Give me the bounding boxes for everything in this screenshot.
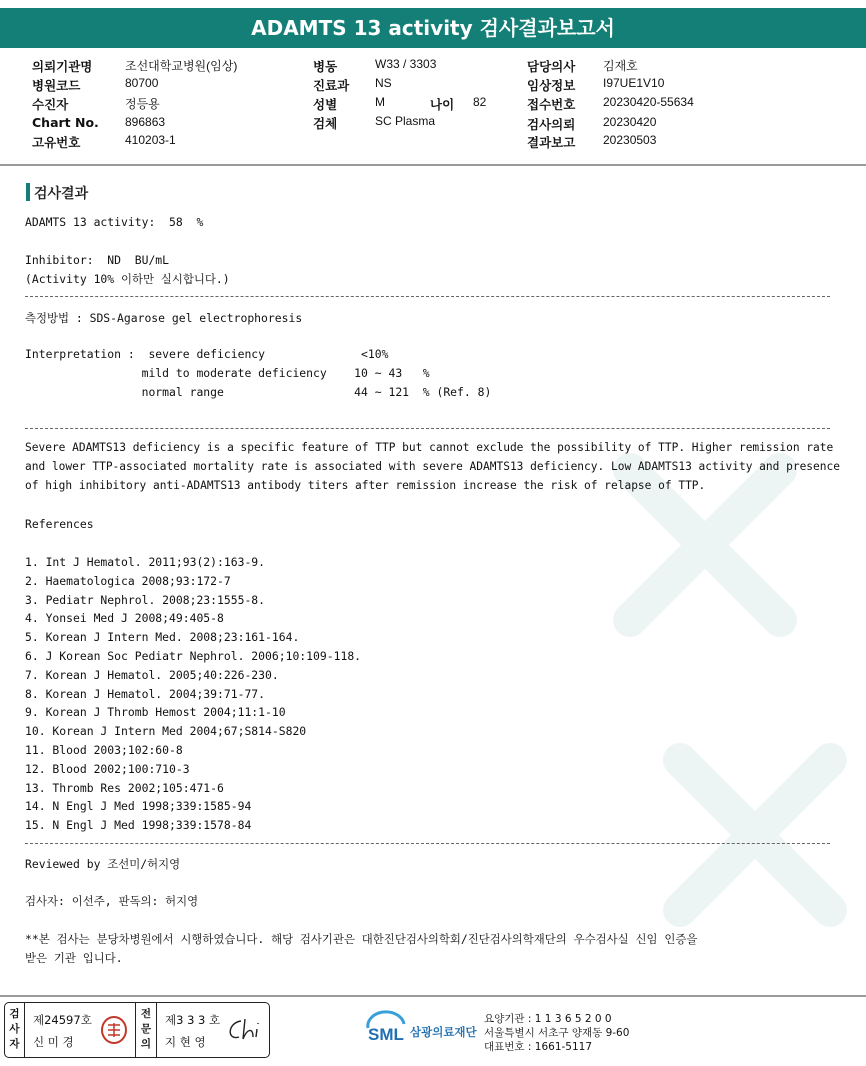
tester-seal-icon xyxy=(99,1015,129,1045)
examiner-text: 검사자: 이선주, 판독의: 허지영 xyxy=(25,894,199,908)
method-text: 측정방법 : SDS-Agarose gel electrophoresis xyxy=(25,311,303,325)
inhibitor-result: Inhibitor: ND BU/mL xyxy=(25,253,170,267)
reference-item: 12. Blood 2002;100:710-3 xyxy=(25,761,190,776)
age-label: 나이 xyxy=(430,97,455,112)
age-value: 82 xyxy=(473,95,487,109)
reference-item: 10. Korean J Intern Med 2004;67;S814-S820 xyxy=(25,724,307,739)
specimen-label: 검체 xyxy=(313,116,338,131)
references-title: References xyxy=(25,517,94,531)
signature-box xyxy=(4,1002,270,1058)
sml-logo xyxy=(366,1010,477,1050)
doctor-label: 담당의사 xyxy=(527,59,576,74)
reference-item: 5. Korean J Intern Med. 2008;23:161-164. xyxy=(25,630,300,645)
request-value: 20230420 xyxy=(603,115,657,129)
chart-label: Chart No. xyxy=(32,115,99,130)
chart-value: 896863 xyxy=(125,115,166,129)
footer-divider xyxy=(0,995,866,997)
interpretation-line: normal range 44 ~ 121 % (Ref. 8) xyxy=(25,385,492,399)
inhibitor-note: (Activity 10% 이하만 실시합니다.) xyxy=(25,272,230,286)
interpretation-line: mild to moderate deficiency 10 ~ 43 % xyxy=(25,366,430,380)
info-divider xyxy=(0,164,866,166)
section-title: 검사결과 xyxy=(34,186,89,202)
dashed-divider xyxy=(25,296,830,297)
ward-value: W33 / 3303 xyxy=(375,57,437,71)
unique-label: 고유번호 xyxy=(32,135,81,150)
tester-name: 신 미 경 xyxy=(33,1035,74,1049)
reference-item: 1. Int J Hematol. 2011;93(2):163-9. xyxy=(25,555,266,569)
receipt-value: 20230420-55634 xyxy=(603,95,694,109)
hospital-code-label: 병원코드 xyxy=(32,78,81,93)
comment-line: and lower TTP-associated mortality rate is associated with severe ADAMTS13 deficiency. Low ADAMTS13 activity and presence xyxy=(25,460,840,473)
signature-icon xyxy=(223,1015,263,1045)
reference-item: 4. Yonsei Med J 2008;49:405-8 xyxy=(25,611,224,626)
interpretation-line: Interpretation : severe deficiency <10% xyxy=(25,347,389,361)
org-name: 삼광의료재단 xyxy=(410,1025,477,1039)
specialist-number: 제3 3 3 호 xyxy=(165,1013,221,1027)
specimen-value: SC Plasma xyxy=(375,114,436,128)
patient-value: 정등용 xyxy=(125,97,160,111)
comment-line: of high inhibitory anti-ADAMTS13 antibody titers after remission increase the risk of relapse of TTP. xyxy=(25,479,706,492)
reference-item: 3. Pediatr Nephrol. 2008;23:1555-8. xyxy=(25,592,266,607)
notice-line: 받은 기관 입니다. xyxy=(25,951,123,965)
comment-line: Severe ADAMTS13 deficiency is a specific feature of TTP but cannot exclude the possibility of TTP. Higher remission rate xyxy=(25,441,834,454)
sex-value: M xyxy=(375,95,385,109)
reference-item: 15. N Engl J Med 1998;339:1578-84 xyxy=(25,818,252,833)
dashed-divider xyxy=(25,843,830,844)
dept-value: NS xyxy=(375,76,392,90)
institution-value: 조선대학교병원(임상) xyxy=(125,59,238,73)
activity-result: ADAMTS 13 activity: 58 % xyxy=(25,215,204,229)
receipt-label: 접수번호 xyxy=(527,97,576,112)
reference-item: 7. Korean J Hematol. 2005;40:226-230. xyxy=(25,667,279,682)
reference-item: 8. Korean J Hematol. 2004;39:71-77. xyxy=(25,686,266,701)
report-title: ADAMTS 13 activity 검사결과보고서 xyxy=(0,8,866,48)
section-marker xyxy=(26,183,30,201)
clinical-value: I97UE1V10 xyxy=(603,76,665,90)
doctor-value: 김재호 xyxy=(603,59,638,73)
report-value: 20230503 xyxy=(603,133,657,147)
notice-line: **본 검사는 분당차병원에서 시행하였습니다. 해당 검사기관은 대한진단검사의학회/진단검사의학재단의 우수검사실 신임 인증을 xyxy=(25,932,698,946)
sml-logo-text: SML xyxy=(368,1025,404,1044)
reference-item: 6. J Korean Soc Pediatr Nephrol. 2006;10:109-118. xyxy=(25,649,362,663)
tester-number: 제24597호 xyxy=(33,1013,92,1027)
report-label: 결과보고 xyxy=(527,135,576,150)
care-code: 요양기관 : 1 1 3 6 5 2 0 0 xyxy=(484,1013,612,1025)
ward-label: 병동 xyxy=(313,59,338,74)
tester-label: 검 사 자 xyxy=(5,1003,25,1057)
unique-value: 410203-1 xyxy=(125,133,176,147)
specialist-label: 전 문 의 xyxy=(135,1003,157,1057)
reference-item: 2. Haematologica 2008;93:172-7 xyxy=(25,573,231,588)
institution-label: 의뢰기관명 xyxy=(32,59,93,74)
clinical-label: 임상정보 xyxy=(527,78,576,93)
reference-item: 13. Thromb Res 2002;105:471-6 xyxy=(25,780,224,795)
hospital-code-value: 80700 xyxy=(125,76,159,90)
sml-logo-icon xyxy=(366,1010,406,1046)
patient-info xyxy=(0,52,866,164)
specialist-name: 지 현 영 xyxy=(165,1035,206,1049)
reference-item: 14. N Engl J Med 1998;339:1585-94 xyxy=(25,799,252,814)
patient-label: 수진자 xyxy=(32,97,69,112)
dashed-divider xyxy=(25,428,830,429)
phone: 대표번호 : 1661-5117 xyxy=(484,1041,593,1053)
dept-label: 진료과 xyxy=(313,78,350,93)
reference-item: 9. Korean J Thromb Hemost 2004;11:1-10 xyxy=(25,705,286,720)
address: 서울특별시 서초구 양재동 9-60 xyxy=(484,1027,630,1039)
reviewed-by: Reviewed by 조선미/허지영 xyxy=(25,857,181,871)
reference-item: 11. Blood 2003;102:60-8 xyxy=(25,743,183,757)
request-label: 검사의뢰 xyxy=(527,117,576,132)
sex-label: 성별 xyxy=(313,97,338,112)
